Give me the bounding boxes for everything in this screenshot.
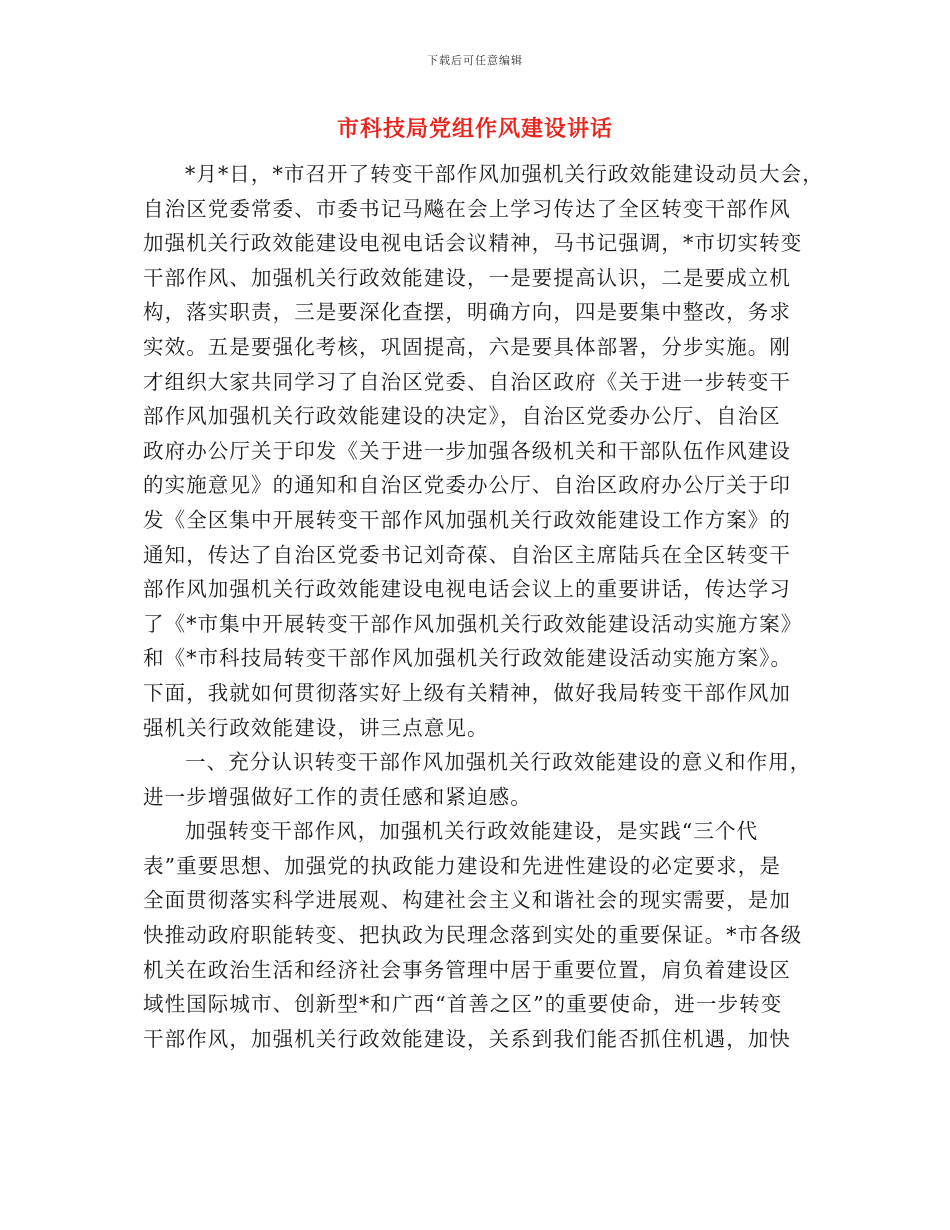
text-line: 加强机关行政效能建设电视电话会议精神，马书记强调，*市切实转变 [143,231,803,256]
text-line: 才组织大家共同学习了自治区党委、自治区政府《关于进一步转变干 [143,369,791,394]
text-line: 下面，我就如何贯彻落实好上级有关精神，做好我局转变干部作风加 [143,680,791,705]
text-line: 机关在政治生活和经济社会事务管理中居于重要位置，肩负着建设区 [143,957,791,982]
text-line: 干部作风，加强机关行政效能建设，关系到我们能否抓住机遇，加快 [143,1026,791,1051]
text-line: 自治区党委常委、市委书记马飚在会上学习传达了全区转变干部作风 [143,196,791,221]
text-line: 通知，传达了自治区党委书记刘奇葆、自治区主席陆兵在全区转变干 [143,542,791,567]
text-line: 进一步增强做好工作的责任感和紧迫感。 [143,784,532,809]
body-text [143,157,823,1056]
text-line: 的实施意见》的通知和自治区党委办公厅、自治区政府办公厅关于印 [143,473,791,498]
text-line: 一、充分认识转变干部作风加强机关行政效能建设的意义和作用， [185,750,812,775]
text-line: 部作风加强机关行政效能建设电视电话会议上的重要讲话，传达学习 [143,577,791,602]
text-line: 域性国际城市、创新型*和广西“首善之区”的重要使命，进一步转变 [143,992,783,1017]
text-line: 政府办公厅关于印发《关于进一步加强各级机关和干部队伍作风建设 [143,438,791,463]
text-line: 表”重要思想、加强党的执政能力建设和先进性建设的必定要求，是 [143,853,781,878]
text-line: 发《全区集中开展转变干部作风加强机关行政效能建设工作方案》的 [143,507,791,532]
header-note: 下载后可任意编辑 [427,54,523,67]
text-line: 全面贯彻落实科学进展观、构建社会主义和谐社会的现实需要，是加 [143,888,791,913]
text-line: 快推动政府职能转变、把执政为民理念落到实处的重要保证。*市各级 [143,923,803,948]
document-title: 市科技局党组作风建设讲话 [336,116,613,142]
text-line: 强机关行政效能建设，讲三点意见。 [143,715,489,740]
text-line: 加强转变干部作风，加强机关行政效能建设，是实践“三个代 [185,819,759,844]
text-line: 干部作风、加强机关行政效能建设，一是要提高认识，二是要成立机 [143,265,791,290]
text-line: 部作风加强机关行政效能建设的决定》，自治区党委办公厅、自治区 [143,404,781,429]
text-line: 了《*市集中开展转变干部作风加强机关行政效能建设活动实施方案》 [143,611,803,636]
text-line: *月*日，*市召开了转变干部作风加强机关行政效能建设动员大会， [185,162,824,186]
text-line: 构，落实职责，三是要深化查摆，明确方向，四是要集中整改，务求 [143,300,791,325]
text-line: 实效。五是要强化考核，巩固提高，六是要具体部署，分步实施。刚 [143,334,791,359]
text-line: 和《*市科技局转变干部作风加强机关行政效能建设活动实施方案》。 [143,646,793,671]
